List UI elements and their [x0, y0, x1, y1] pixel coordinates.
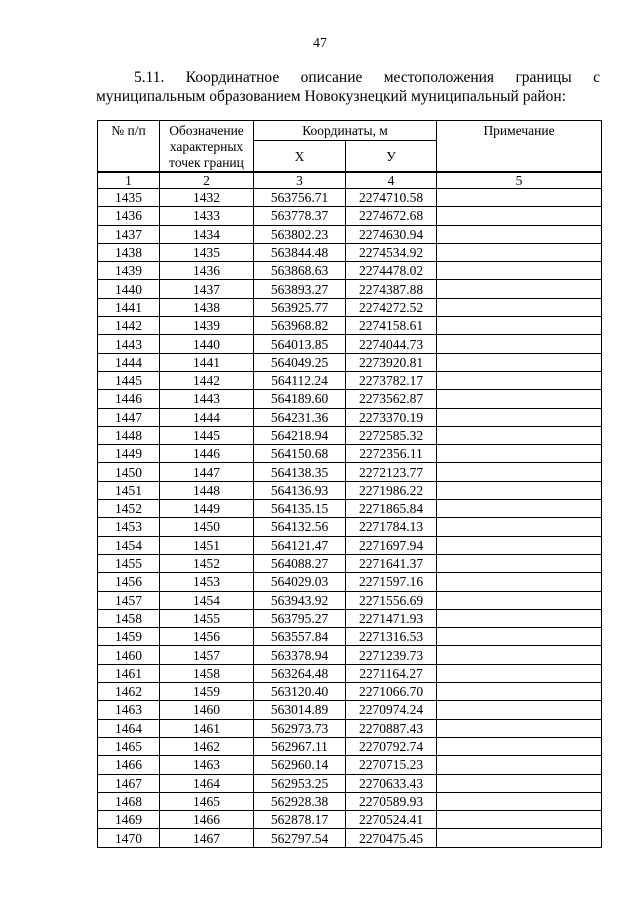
cell-num: 1454	[98, 536, 160, 554]
cell-designation: 1445	[160, 426, 254, 444]
cell-note	[437, 591, 602, 609]
cell-x: 564049.25	[254, 353, 346, 371]
table-row	[98, 719, 602, 737]
cell-num: 1464	[98, 719, 160, 737]
cell-x: 563844.48	[254, 243, 346, 261]
table-row	[98, 829, 602, 847]
cell-y: 2270974.24	[346, 701, 437, 719]
cell-num: 1452	[98, 500, 160, 518]
cell-designation: 1466	[160, 811, 254, 829]
cell-designation: 1464	[160, 774, 254, 792]
cell-num: 1443	[98, 335, 160, 353]
cell-designation: 1453	[160, 573, 254, 591]
cell-x: 562878.17	[254, 811, 346, 829]
cell-note	[437, 609, 602, 627]
cell-num: 1463	[98, 701, 160, 719]
table-row	[98, 317, 602, 335]
cell-x: 563893.27	[254, 280, 346, 298]
cell-num: 1460	[98, 646, 160, 664]
cell-num: 1438	[98, 243, 160, 261]
cell-note	[437, 243, 602, 261]
table-row	[98, 609, 602, 627]
cell-x: 563968.82	[254, 317, 346, 335]
cell-note	[437, 408, 602, 426]
header-x: X	[254, 141, 346, 173]
table-row	[98, 628, 602, 646]
cell-x: 562960.14	[254, 756, 346, 774]
cell-note	[437, 737, 602, 755]
cell-designation: 1437	[160, 280, 254, 298]
heading-line-1	[96, 68, 600, 87]
cell-designation: 1465	[160, 792, 254, 810]
cell-num: 1439	[98, 262, 160, 280]
cell-x: 563795.27	[254, 609, 346, 627]
cell-designation: 1433	[160, 207, 254, 225]
cell-y: 2271597.16	[346, 573, 437, 591]
cell-x: 564029.03	[254, 573, 346, 591]
table-row	[98, 280, 602, 298]
cell-designation: 1455	[160, 609, 254, 627]
cell-designation: 1467	[160, 829, 254, 847]
table-row	[98, 573, 602, 591]
cell-designation: 1458	[160, 664, 254, 682]
cell-num: 1448	[98, 426, 160, 444]
cell-note	[437, 317, 602, 335]
cell-num: 1459	[98, 628, 160, 646]
heading-line-2: муниципальным образованием Новокузнецкий муниципальный район:	[96, 88, 567, 105]
cell-note	[437, 683, 602, 701]
table-row	[98, 335, 602, 353]
cell-note	[437, 371, 602, 389]
cell-designation: 1438	[160, 298, 254, 316]
table-row	[98, 664, 602, 682]
cell-note	[437, 573, 602, 591]
cell-y: 2271066.70	[346, 683, 437, 701]
cell-y: 2274710.58	[346, 189, 437, 207]
cell-y: 2270524.41	[346, 811, 437, 829]
cell-y: 2271641.37	[346, 554, 437, 572]
cell-x: 563802.23	[254, 225, 346, 243]
cell-num: 1436	[98, 207, 160, 225]
cell-x: 564112.24	[254, 371, 346, 389]
cell-num: 1468	[98, 792, 160, 810]
table-row	[98, 371, 602, 389]
table-row	[98, 426, 602, 444]
cell-y: 2271865.84	[346, 500, 437, 518]
cell-y: 2272356.11	[346, 445, 437, 463]
cell-y: 2271556.69	[346, 591, 437, 609]
cell-x: 562953.25	[254, 774, 346, 792]
column-number: 2	[160, 172, 254, 189]
cell-num: 1449	[98, 445, 160, 463]
cell-note	[437, 426, 602, 444]
page-number: 47	[313, 36, 327, 51]
table-row	[98, 189, 602, 207]
cell-note	[437, 262, 602, 280]
cell-note	[437, 335, 602, 353]
column-number-row	[98, 172, 602, 189]
header-designation: Обозначение характерных точек границ	[160, 121, 254, 173]
cell-x: 563014.89	[254, 701, 346, 719]
cell-designation: 1439	[160, 317, 254, 335]
table-row	[98, 536, 602, 554]
table-row	[98, 500, 602, 518]
cell-y: 2270887.43	[346, 719, 437, 737]
cell-note	[437, 646, 602, 664]
cell-x: 564121.47	[254, 536, 346, 554]
cell-y: 2271471.93	[346, 609, 437, 627]
cell-note	[437, 445, 602, 463]
cell-x: 562973.73	[254, 719, 346, 737]
table-row	[98, 737, 602, 755]
table-row	[98, 463, 602, 481]
cell-note	[437, 207, 602, 225]
cell-designation: 1461	[160, 719, 254, 737]
heading-word: местоположения	[383, 69, 495, 86]
cell-x: 563868.63	[254, 262, 346, 280]
cell-x: 564135.15	[254, 500, 346, 518]
cell-num: 1437	[98, 225, 160, 243]
cell-note	[437, 536, 602, 554]
cell-designation: 1449	[160, 500, 254, 518]
cell-y: 2271784.13	[346, 518, 437, 536]
cell-designation: 1452	[160, 554, 254, 572]
cell-num: 1469	[98, 811, 160, 829]
cell-note	[437, 463, 602, 481]
cell-designation: 1448	[160, 481, 254, 499]
cell-note	[437, 225, 602, 243]
column-number: 5	[437, 172, 602, 189]
cell-num: 1466	[98, 756, 160, 774]
cell-x: 563557.84	[254, 628, 346, 646]
cell-y: 2274672.68	[346, 207, 437, 225]
cell-y: 2274630.94	[346, 225, 437, 243]
cell-y: 2273562.87	[346, 390, 437, 408]
cell-y: 2271239.73	[346, 646, 437, 664]
header-coordinates: Координаты, м	[254, 121, 437, 141]
table-row	[98, 207, 602, 225]
cell-num: 1447	[98, 408, 160, 426]
table-row	[98, 811, 602, 829]
cell-x: 563378.94	[254, 646, 346, 664]
cell-y: 2271316.53	[346, 628, 437, 646]
cell-x: 563943.92	[254, 591, 346, 609]
cell-note	[437, 719, 602, 737]
table-body	[98, 189, 602, 848]
cell-num: 1446	[98, 390, 160, 408]
heading-word: границы	[515, 69, 572, 86]
cell-note	[437, 774, 602, 792]
cell-y: 2270633.43	[346, 774, 437, 792]
cell-designation: 1463	[160, 756, 254, 774]
table-row	[98, 591, 602, 609]
cell-note	[437, 481, 602, 499]
cell-num: 1470	[98, 829, 160, 847]
column-number: 4	[346, 172, 437, 189]
table-row	[98, 390, 602, 408]
cell-designation: 1454	[160, 591, 254, 609]
cell-num: 1441	[98, 298, 160, 316]
section-number: 5.11.	[134, 69, 165, 86]
cell-designation: 1451	[160, 536, 254, 554]
cell-num: 1455	[98, 554, 160, 572]
cell-note	[437, 664, 602, 682]
cell-num: 1457	[98, 591, 160, 609]
header-num: № п/п	[98, 121, 160, 173]
cell-designation: 1462	[160, 737, 254, 755]
table-row	[98, 408, 602, 426]
cell-x: 564136.93	[254, 481, 346, 499]
cell-y: 2272123.77	[346, 463, 437, 481]
column-number: 1	[98, 172, 160, 189]
cell-designation: 1434	[160, 225, 254, 243]
cell-x: 563120.40	[254, 683, 346, 701]
cell-note	[437, 518, 602, 536]
cell-note	[437, 811, 602, 829]
cell-y: 2274044.73	[346, 335, 437, 353]
cell-designation: 1459	[160, 683, 254, 701]
column-number: 3	[254, 172, 346, 189]
cell-x: 562967.11	[254, 737, 346, 755]
cell-y: 2271986.22	[346, 481, 437, 499]
cell-x: 563756.71	[254, 189, 346, 207]
table-row	[98, 298, 602, 316]
cell-y: 2270715.23	[346, 756, 437, 774]
cell-num: 1435	[98, 189, 160, 207]
heading-word: описание	[300, 69, 363, 86]
cell-num: 1450	[98, 463, 160, 481]
cell-y: 2274272.52	[346, 298, 437, 316]
table-row	[98, 683, 602, 701]
cell-y: 2271697.94	[346, 536, 437, 554]
table-row	[98, 701, 602, 719]
cell-note	[437, 628, 602, 646]
cell-x: 564189.60	[254, 390, 346, 408]
cell-y: 2274387.88	[346, 280, 437, 298]
cell-x: 562928.38	[254, 792, 346, 810]
cell-note	[437, 500, 602, 518]
cell-y: 2273782.17	[346, 371, 437, 389]
cell-designation: 1443	[160, 390, 254, 408]
cell-designation: 1440	[160, 335, 254, 353]
table-row	[98, 262, 602, 280]
cell-designation: 1456	[160, 628, 254, 646]
table-row	[98, 756, 602, 774]
cell-num: 1456	[98, 573, 160, 591]
cell-x: 564132.56	[254, 518, 346, 536]
cell-designation: 1450	[160, 518, 254, 536]
cell-designation: 1446	[160, 445, 254, 463]
cell-y: 2274534.92	[346, 243, 437, 261]
cell-note	[437, 189, 602, 207]
cell-designation: 1435	[160, 243, 254, 261]
table-row	[98, 554, 602, 572]
table-row	[98, 792, 602, 810]
cell-num: 1451	[98, 481, 160, 499]
cell-num: 1461	[98, 664, 160, 682]
cell-note	[437, 792, 602, 810]
cell-note	[437, 390, 602, 408]
cell-x: 563925.77	[254, 298, 346, 316]
table-row	[98, 774, 602, 792]
cell-num: 1444	[98, 353, 160, 371]
cell-x: 564150.68	[254, 445, 346, 463]
cell-note	[437, 756, 602, 774]
cell-num: 1440	[98, 280, 160, 298]
cell-y: 2271164.27	[346, 664, 437, 682]
cell-x: 562797.54	[254, 829, 346, 847]
cell-note	[437, 554, 602, 572]
cell-num: 1462	[98, 683, 160, 701]
cell-note	[437, 298, 602, 316]
table-row	[98, 518, 602, 536]
table-row	[98, 481, 602, 499]
cell-designation: 1447	[160, 463, 254, 481]
table-row	[98, 225, 602, 243]
cell-x: 564231.36	[254, 408, 346, 426]
table-row	[98, 445, 602, 463]
cell-y: 2274478.02	[346, 262, 437, 280]
cell-designation: 1460	[160, 701, 254, 719]
cell-x: 564138.35	[254, 463, 346, 481]
cell-x: 564218.94	[254, 426, 346, 444]
cell-designation: 1436	[160, 262, 254, 280]
cell-y: 2272585.32	[346, 426, 437, 444]
cell-designation: 1432	[160, 189, 254, 207]
cell-num: 1467	[98, 774, 160, 792]
section-heading	[96, 68, 600, 106]
cell-x: 563264.48	[254, 664, 346, 682]
cell-y: 2270589.93	[346, 792, 437, 810]
cell-x: 564088.27	[254, 554, 346, 572]
cell-note	[437, 829, 602, 847]
cell-num: 1442	[98, 317, 160, 335]
heading-word: Координатное	[185, 69, 280, 86]
cell-y: 2273370.19	[346, 408, 437, 426]
header-note: Примечание	[437, 121, 602, 173]
cell-designation: 1457	[160, 646, 254, 664]
cell-x: 563778.37	[254, 207, 346, 225]
table-row	[98, 243, 602, 261]
cell-note	[437, 280, 602, 298]
cell-designation: 1442	[160, 371, 254, 389]
cell-y: 2270792.74	[346, 737, 437, 755]
table-row	[98, 353, 602, 371]
cell-num: 1453	[98, 518, 160, 536]
cell-x: 564013.85	[254, 335, 346, 353]
cell-designation: 1444	[160, 408, 254, 426]
cell-num: 1445	[98, 371, 160, 389]
heading-word: с	[593, 69, 600, 86]
cell-num: 1465	[98, 737, 160, 755]
cell-designation: 1441	[160, 353, 254, 371]
table-row	[98, 646, 602, 664]
cell-y: 2274158.61	[346, 317, 437, 335]
cell-y: 2273920.81	[346, 353, 437, 371]
header-y: У	[346, 141, 437, 173]
cell-note	[437, 701, 602, 719]
cell-num: 1458	[98, 609, 160, 627]
cell-note	[437, 353, 602, 371]
cell-y: 2270475.45	[346, 829, 437, 847]
coordinates-table	[97, 120, 602, 848]
